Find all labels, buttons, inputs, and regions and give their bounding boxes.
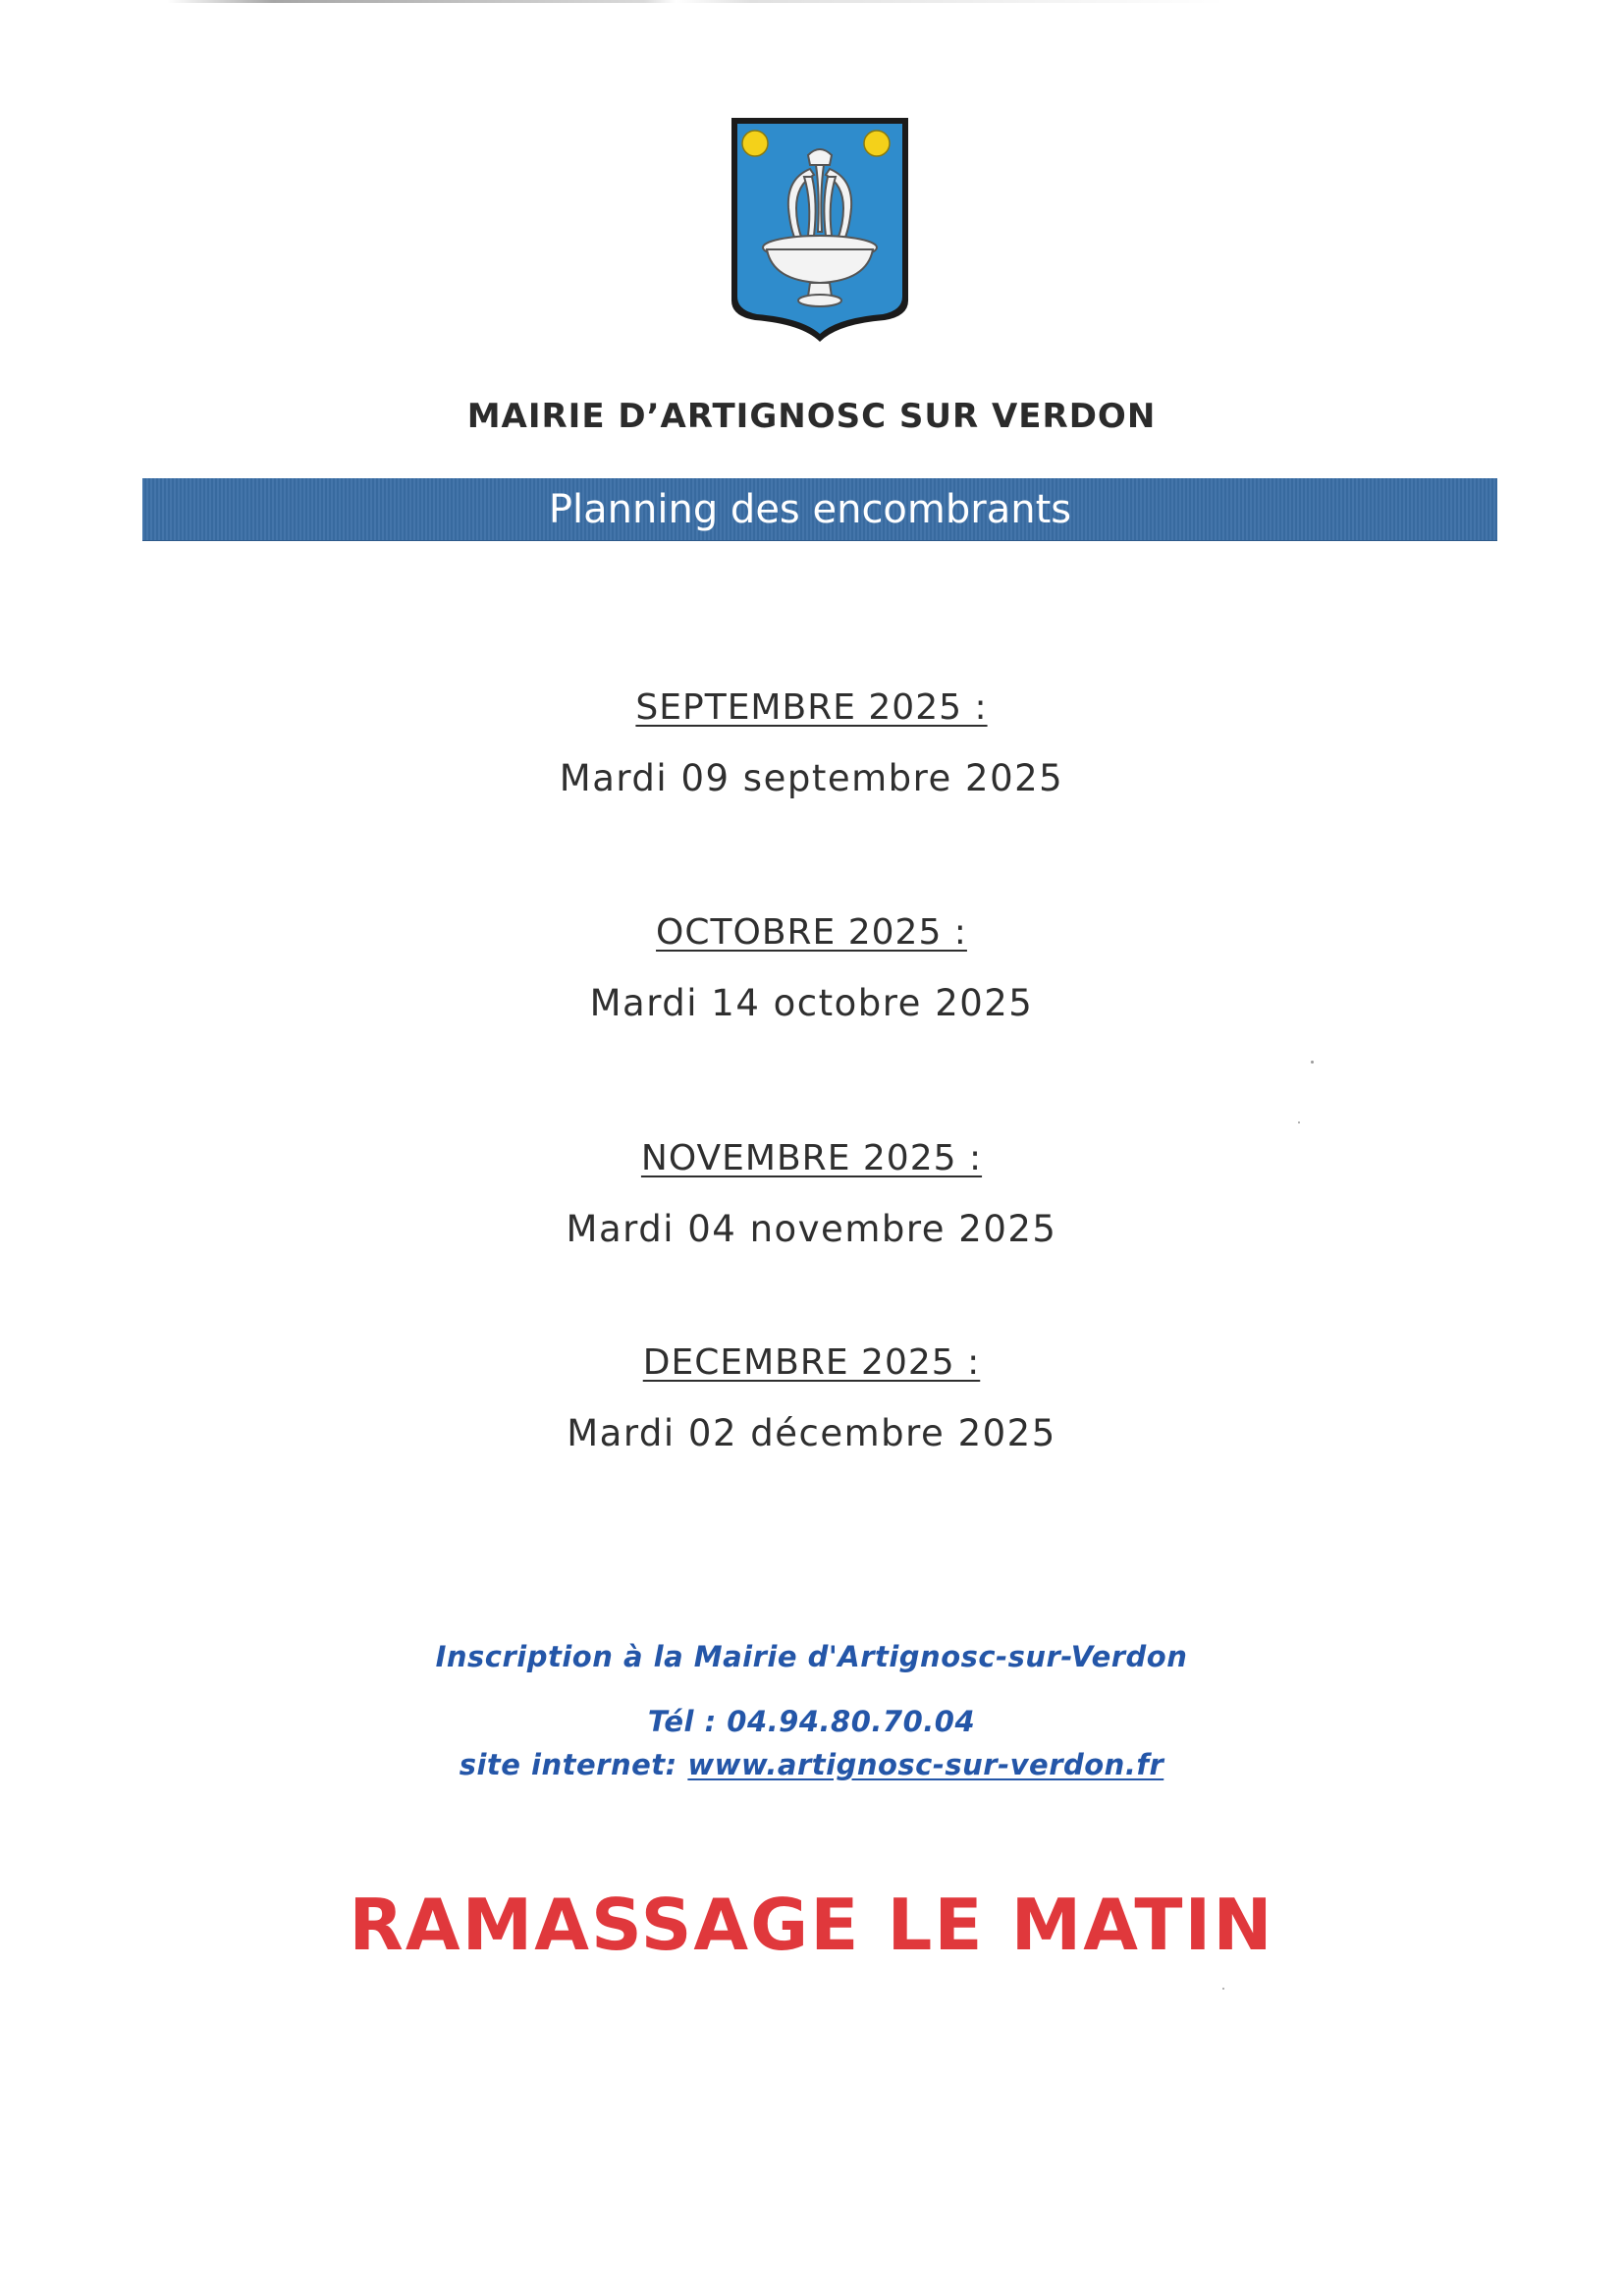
pickup-notice: RAMASSAGE LE MATIN bbox=[349, 1884, 1274, 1966]
phone-number: Tél : 04.94.80.70.04 bbox=[647, 1705, 976, 1738]
website-label: site internet: bbox=[459, 1748, 677, 1781]
month-heading: DECEMBRE 2025 : bbox=[642, 1342, 981, 1383]
scan-speck bbox=[1222, 1988, 1224, 1990]
banner-title: Planning des encombrants bbox=[548, 486, 1072, 532]
scan-edge bbox=[167, 0, 1227, 3]
scan-speck bbox=[1298, 1121, 1300, 1123]
website-link[interactable]: www.artignosc-sur-verdon.fr bbox=[687, 1748, 1164, 1781]
schedule-item-december bbox=[0, 1342, 1623, 1454]
schedule-item-november bbox=[0, 1138, 1623, 1250]
inscription-text: Inscription à la Mairie d'Artignosc-sur-Verdon bbox=[435, 1640, 1188, 1673]
collection-date: Mardi 09 septembre 2025 bbox=[559, 757, 1064, 799]
month-heading: SEPTEMBRE 2025 : bbox=[635, 687, 988, 728]
month-heading: NOVEMBRE 2025 : bbox=[640, 1138, 983, 1178]
schedule-item-september bbox=[0, 687, 1623, 799]
collection-date: Mardi 02 décembre 2025 bbox=[567, 1412, 1056, 1454]
website-line bbox=[0, 1748, 1623, 1781]
collection-date: Mardi 04 novembre 2025 bbox=[566, 1208, 1057, 1250]
mairie-title: MAIRIE D’ARTIGNOSC SUR VERDON bbox=[466, 397, 1157, 436]
title-banner bbox=[142, 478, 1497, 541]
contact-info bbox=[0, 1640, 1623, 1781]
collection-date: Mardi 14 octobre 2025 bbox=[589, 982, 1034, 1024]
month-heading: OCTOBRE 2025 : bbox=[656, 912, 967, 953]
schedule-item-october bbox=[0, 912, 1623, 1024]
coat-of-arms-icon bbox=[728, 114, 912, 346]
scan-speck bbox=[1311, 1061, 1314, 1064]
